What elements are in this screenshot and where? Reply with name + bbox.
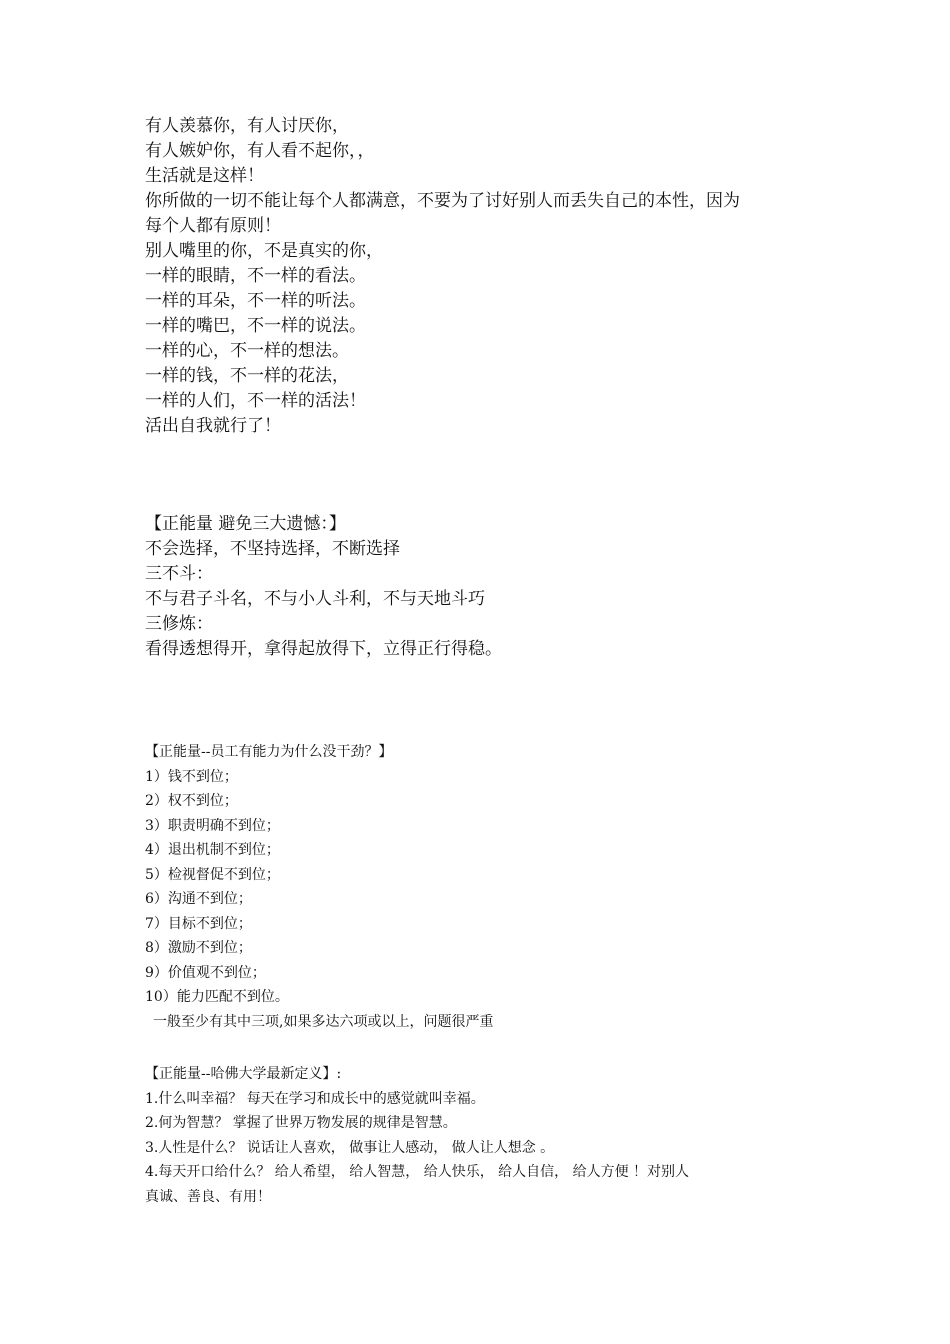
poem-line: 你所做的一切不能让每个人都满意，不要为了讨好别人而丢失自己的本性，因为 — [145, 191, 740, 211]
section-line: 不会选择，不坚持选择，不断选择 — [145, 539, 400, 559]
list-item: 5）检视督促不到位； — [145, 866, 280, 883]
poem-line: 活出自我就行了！ — [145, 416, 281, 436]
list-item: 真诚、善良、有用！ — [145, 1188, 271, 1205]
section-line: 三不斗： — [145, 564, 213, 584]
poem-line: 一样的嘴巴，不一样的说法。 — [145, 316, 366, 336]
list-item: 6）沟通不到位； — [145, 891, 252, 907]
list-item: 2）权不到位； — [145, 793, 238, 809]
poem-line: 每个人都有原则！ — [145, 216, 281, 236]
list-item: 3）职责明确不到位； — [145, 817, 280, 834]
section-line: 三修炼： — [145, 614, 213, 634]
poem-line: 一样的心，不一样的想法。 — [145, 341, 349, 361]
poem-line: 有人羡慕你，有人讨厌你， — [145, 116, 349, 136]
list-item: 2.何为智慧？ 掌握了世界万物发展的规律是智慧。 — [145, 1115, 457, 1131]
list-item: 10）能力匹配不到位。 — [145, 989, 289, 1005]
section-heading: 【正能量--员工有能力为什么没干劲？】 — [145, 744, 393, 760]
section-heading: 【正能量--哈佛大学最新定义】: — [145, 1066, 342, 1082]
section-line: 不与君子斗名，不与小人斗利，不与天地斗巧 — [145, 589, 485, 609]
poem-line: 生活就是这样！ — [145, 166, 264, 186]
section-line: 看得透想得开，拿得起放得下，立得正行得稳。 — [145, 639, 502, 659]
employee-motivation-section — [145, 740, 815, 1034]
list-item: 7）目标不到位； — [145, 915, 252, 932]
list-item: 1）钱不到位； — [145, 768, 238, 785]
list-item: 3.人性是什么？ 说话让人喜欢， 做事让人感动， 做人让人想念 。 — [145, 1139, 555, 1156]
poem-section — [145, 114, 815, 439]
section-heading: 【正能量 避免三大遗憾：】 — [145, 514, 346, 534]
list-item: 4.每天开口给什么？ 给人希望， 给人智慧， 给人快乐， 给人自信， 给人方便 ！对别人 — [145, 1164, 690, 1180]
three-regrets-section — [145, 512, 815, 662]
poem-line: 别人嘴里的你，不是真实的你， — [145, 241, 383, 261]
poem-line: 一样的耳朵，不一样的听法。 — [145, 291, 366, 311]
section-note: 一般至少有其中三项,如果多达六项或以上，问题很严重 — [153, 1013, 494, 1030]
list-item: 4）退出机制不到位； — [145, 842, 280, 858]
harvard-definition-section — [145, 1062, 815, 1209]
poem-line: 一样的人们，不一样的活法！ — [145, 391, 366, 411]
poem-line: 有人嫉妒你，有人看不起你，， — [145, 141, 375, 161]
list-item: 8）激励不到位； — [145, 940, 252, 956]
poem-line: 一样的眼睛，不一样的看法。 — [145, 266, 366, 286]
list-item: 1.什么叫幸福？ 每天在学习和成长中的感觉就叫幸福。 — [145, 1090, 485, 1107]
poem-line: 一样的钱，不一样的花法， — [145, 366, 349, 386]
list-item: 9）价值观不到位； — [145, 964, 266, 981]
